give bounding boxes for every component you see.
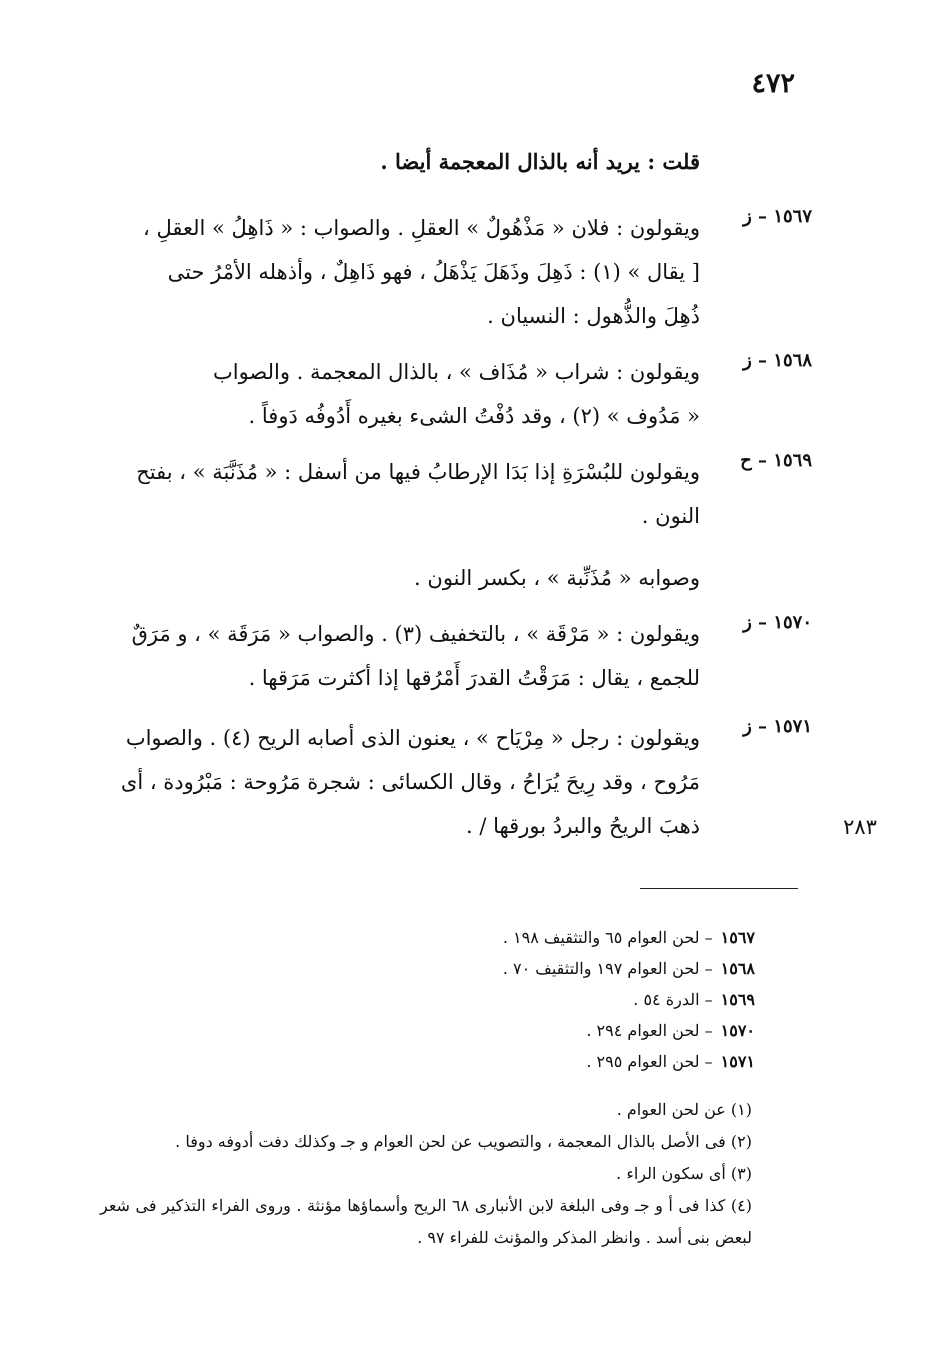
entry-line: ويقولون : فلان « مَذْهُولٌ » العقلِ . والصواب : « ذَاهِلُ » العقلِ ، (142, 216, 700, 240)
reference-item (420, 1015, 755, 1046)
entry-line: النون . (641, 504, 700, 528)
reference-number: ١٥٦٧ (720, 928, 755, 947)
reference-number: ١٥٦٩ (720, 990, 755, 1009)
footnote: (٤) كذا فى أ و جـ وفى البلغة لابن الأنبارى ٦٨ الريح وأسماؤها مؤنثة . وروى الفراء التذكير فى شعر لبعض بنى أسد . وانظر المذكر والمؤنث للفراء ٩٧ . (100, 1196, 752, 1247)
entry-line: ويقولون للبُسْرَةِ إذا بَدَا الإرطابُ فيها من أسفل : « مُذَنَّبَة » ، بفتح (136, 460, 700, 484)
entry-number: ١٥٦٧ – ز (743, 206, 812, 227)
entry-text (90, 556, 700, 600)
reference-number: ١٥٦٨ (720, 959, 755, 978)
footnotes (100, 1094, 752, 1254)
entry-line: مَرُوح ، وقد رِيحَ يُرَاحُ ، وقال الكسائى : شجرة مَرُوحة : مَبْرُودة ، أى (120, 770, 700, 794)
footnote: (٣) أى سكون الراء . (616, 1164, 752, 1183)
entry-1571 (90, 716, 812, 848)
entry-text (90, 450, 700, 538)
page-number: ٤٧٢ (751, 68, 795, 99)
footnote: (١) عن لحن العوام . (616, 1100, 752, 1119)
footnote-separator (640, 888, 798, 889)
entry-line: ويقولون : رجل « مِرْيَاح » ، يعنون الذى أصابه الريح (٤) . والصواب (125, 726, 700, 750)
footnote: (٢) فى الأصل بالذال المعجمة ، والتصويب عن لحن العوام و جـ وكذلك دفت أدوفه دوفا . (175, 1132, 752, 1151)
entry-number: ١٥٧١ – ز (743, 716, 812, 737)
reference-text: – لحن العوام ٦٥ والتثقيف ١٩٨ . (502, 928, 713, 947)
entry-1568 (90, 350, 812, 438)
entry-line: ويقولون : « مَرْقَة » ، بالتخفيف (٣) . والصواب « مَرَقَة » ، و مَرَقٌ (131, 622, 700, 646)
reference-item (420, 953, 755, 984)
entry-1570 (90, 612, 812, 700)
manuscript-folio-number: ٢٨٣ (843, 815, 877, 839)
entry-line: ذُهِلَ والذُّهول : النسيان . (487, 304, 700, 328)
entry-line: « مَدُوف » (٢) ، وقد دُفْتُ الشىء بغيره أَدُوفُه دَوفاً . (248, 404, 700, 428)
source-references (420, 922, 755, 1077)
entry-number: ١٥٦٨ – ز (743, 350, 812, 371)
entry-1569 (90, 450, 812, 538)
entry-1569-continuation (90, 556, 812, 600)
reference-text: – الدرة ٥٤ . (633, 990, 713, 1009)
entry-line: للجمع ، يقال : مَرَقْتُ القدرَ أَمْرُقها إذا أكثرت مَرَقها . (248, 666, 700, 690)
reference-item (420, 1046, 755, 1077)
entry-text (90, 716, 700, 848)
reference-text: – لحن العوام ٢٩٥ . (586, 1052, 713, 1071)
entry-number: ١٥٧٠ – ز (743, 612, 812, 633)
opening-text: قلت : يريد أنه بالذال المعجمة أيضا . (380, 149, 700, 174)
entry-text (90, 206, 700, 338)
reference-item (420, 984, 755, 1015)
entry-text (90, 612, 700, 700)
reference-text: – لحن العوام ٢٩٤ . (586, 1021, 713, 1040)
entry-text (90, 350, 700, 438)
entry-1567 (90, 206, 812, 338)
entry-line: ويقولون : شراب « مُذَاف » ، بالذال المعجمة . والصواب (212, 360, 700, 384)
entry-line: وصوابه « مُذَنِّبة » ، بكسر النون . (414, 566, 700, 590)
reference-text: – لحن العوام ١٩٧ والتثقيف ٧٠ . (502, 959, 713, 978)
opening-paragraph (90, 140, 812, 184)
reference-number: ١٥٧١ (720, 1052, 755, 1071)
entry-line: [ يقال » (١) : ذَهِلَ وذَهَلَ يَذْهَلُ ، فهو ذَاهِلٌ ، وأذهله الأمْرُ حتى (167, 260, 700, 284)
reference-number: ١٥٧٠ (720, 1021, 755, 1040)
reference-item (420, 922, 755, 953)
entry-number: ١٥٦٩ – ح (740, 450, 812, 471)
entry-line: ذهبَ الريحُ والبردُ بورقها / . (466, 814, 700, 838)
